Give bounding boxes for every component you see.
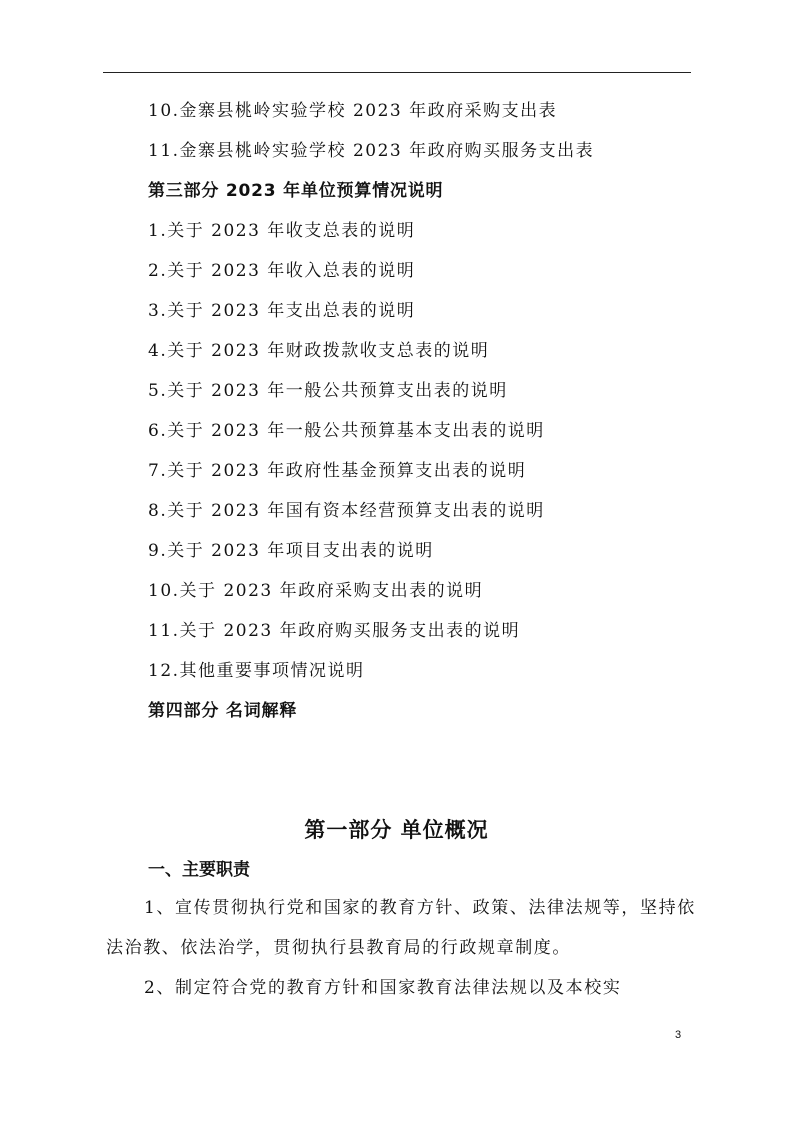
body-paragraph: 2、制定符合党的教育方针和国家教育法律法规以及本校实: [144, 978, 622, 998]
toc-item: 7.关于 2023 年政府性基金预算支出表的说明: [148, 461, 527, 481]
toc-item: 3.关于 2023 年支出总表的说明: [148, 301, 416, 321]
toc-item: 8.关于 2023 年国有资本经营预算支出表的说明: [148, 501, 545, 521]
toc-item: 11.金寨县桃岭实验学校 2023 年政府购买服务支出表: [148, 141, 595, 161]
toc-item: 10.关于 2023 年政府采购支出表的说明: [148, 581, 484, 601]
body-paragraph: 1、宣传贯彻执行党和国家的教育方针、政策、法律法规等，坚持依法治教、依法治学，贯彻执行县教育局的行政规章制度。: [106, 898, 696, 958]
toc-item: 6.关于 2023 年一般公共预算基本支出表的说明: [148, 421, 545, 441]
toc-item: 10.金寨县桃岭实验学校 2023 年政府采购支出表: [148, 101, 558, 121]
page-number: 3: [675, 1029, 682, 1041]
toc-item: 4.关于 2023 年财政拨款收支总表的说明: [148, 341, 490, 361]
toc-item: 2.关于 2023 年收入总表的说明: [148, 261, 416, 281]
header-rule: [103, 72, 691, 73]
section-title: 第一部分 单位概况: [304, 818, 489, 842]
toc-item: 5.关于 2023 年一般公共预算支出表的说明: [148, 381, 508, 401]
toc-part-heading: 第四部分 名词解释: [148, 701, 298, 721]
toc-item: 9.关于 2023 年项目支出表的说明: [148, 541, 434, 561]
toc-item: 11.关于 2023 年政府购买服务支出表的说明: [148, 621, 521, 641]
toc-item: 12.其他重要事项情况说明: [148, 661, 365, 681]
section-subtitle: 一、主要职责: [148, 860, 250, 880]
toc-item: 1.关于 2023 年收支总表的说明: [148, 221, 416, 241]
toc-part-heading: 第三部分 2023 年单位预算情况说明: [148, 181, 444, 201]
